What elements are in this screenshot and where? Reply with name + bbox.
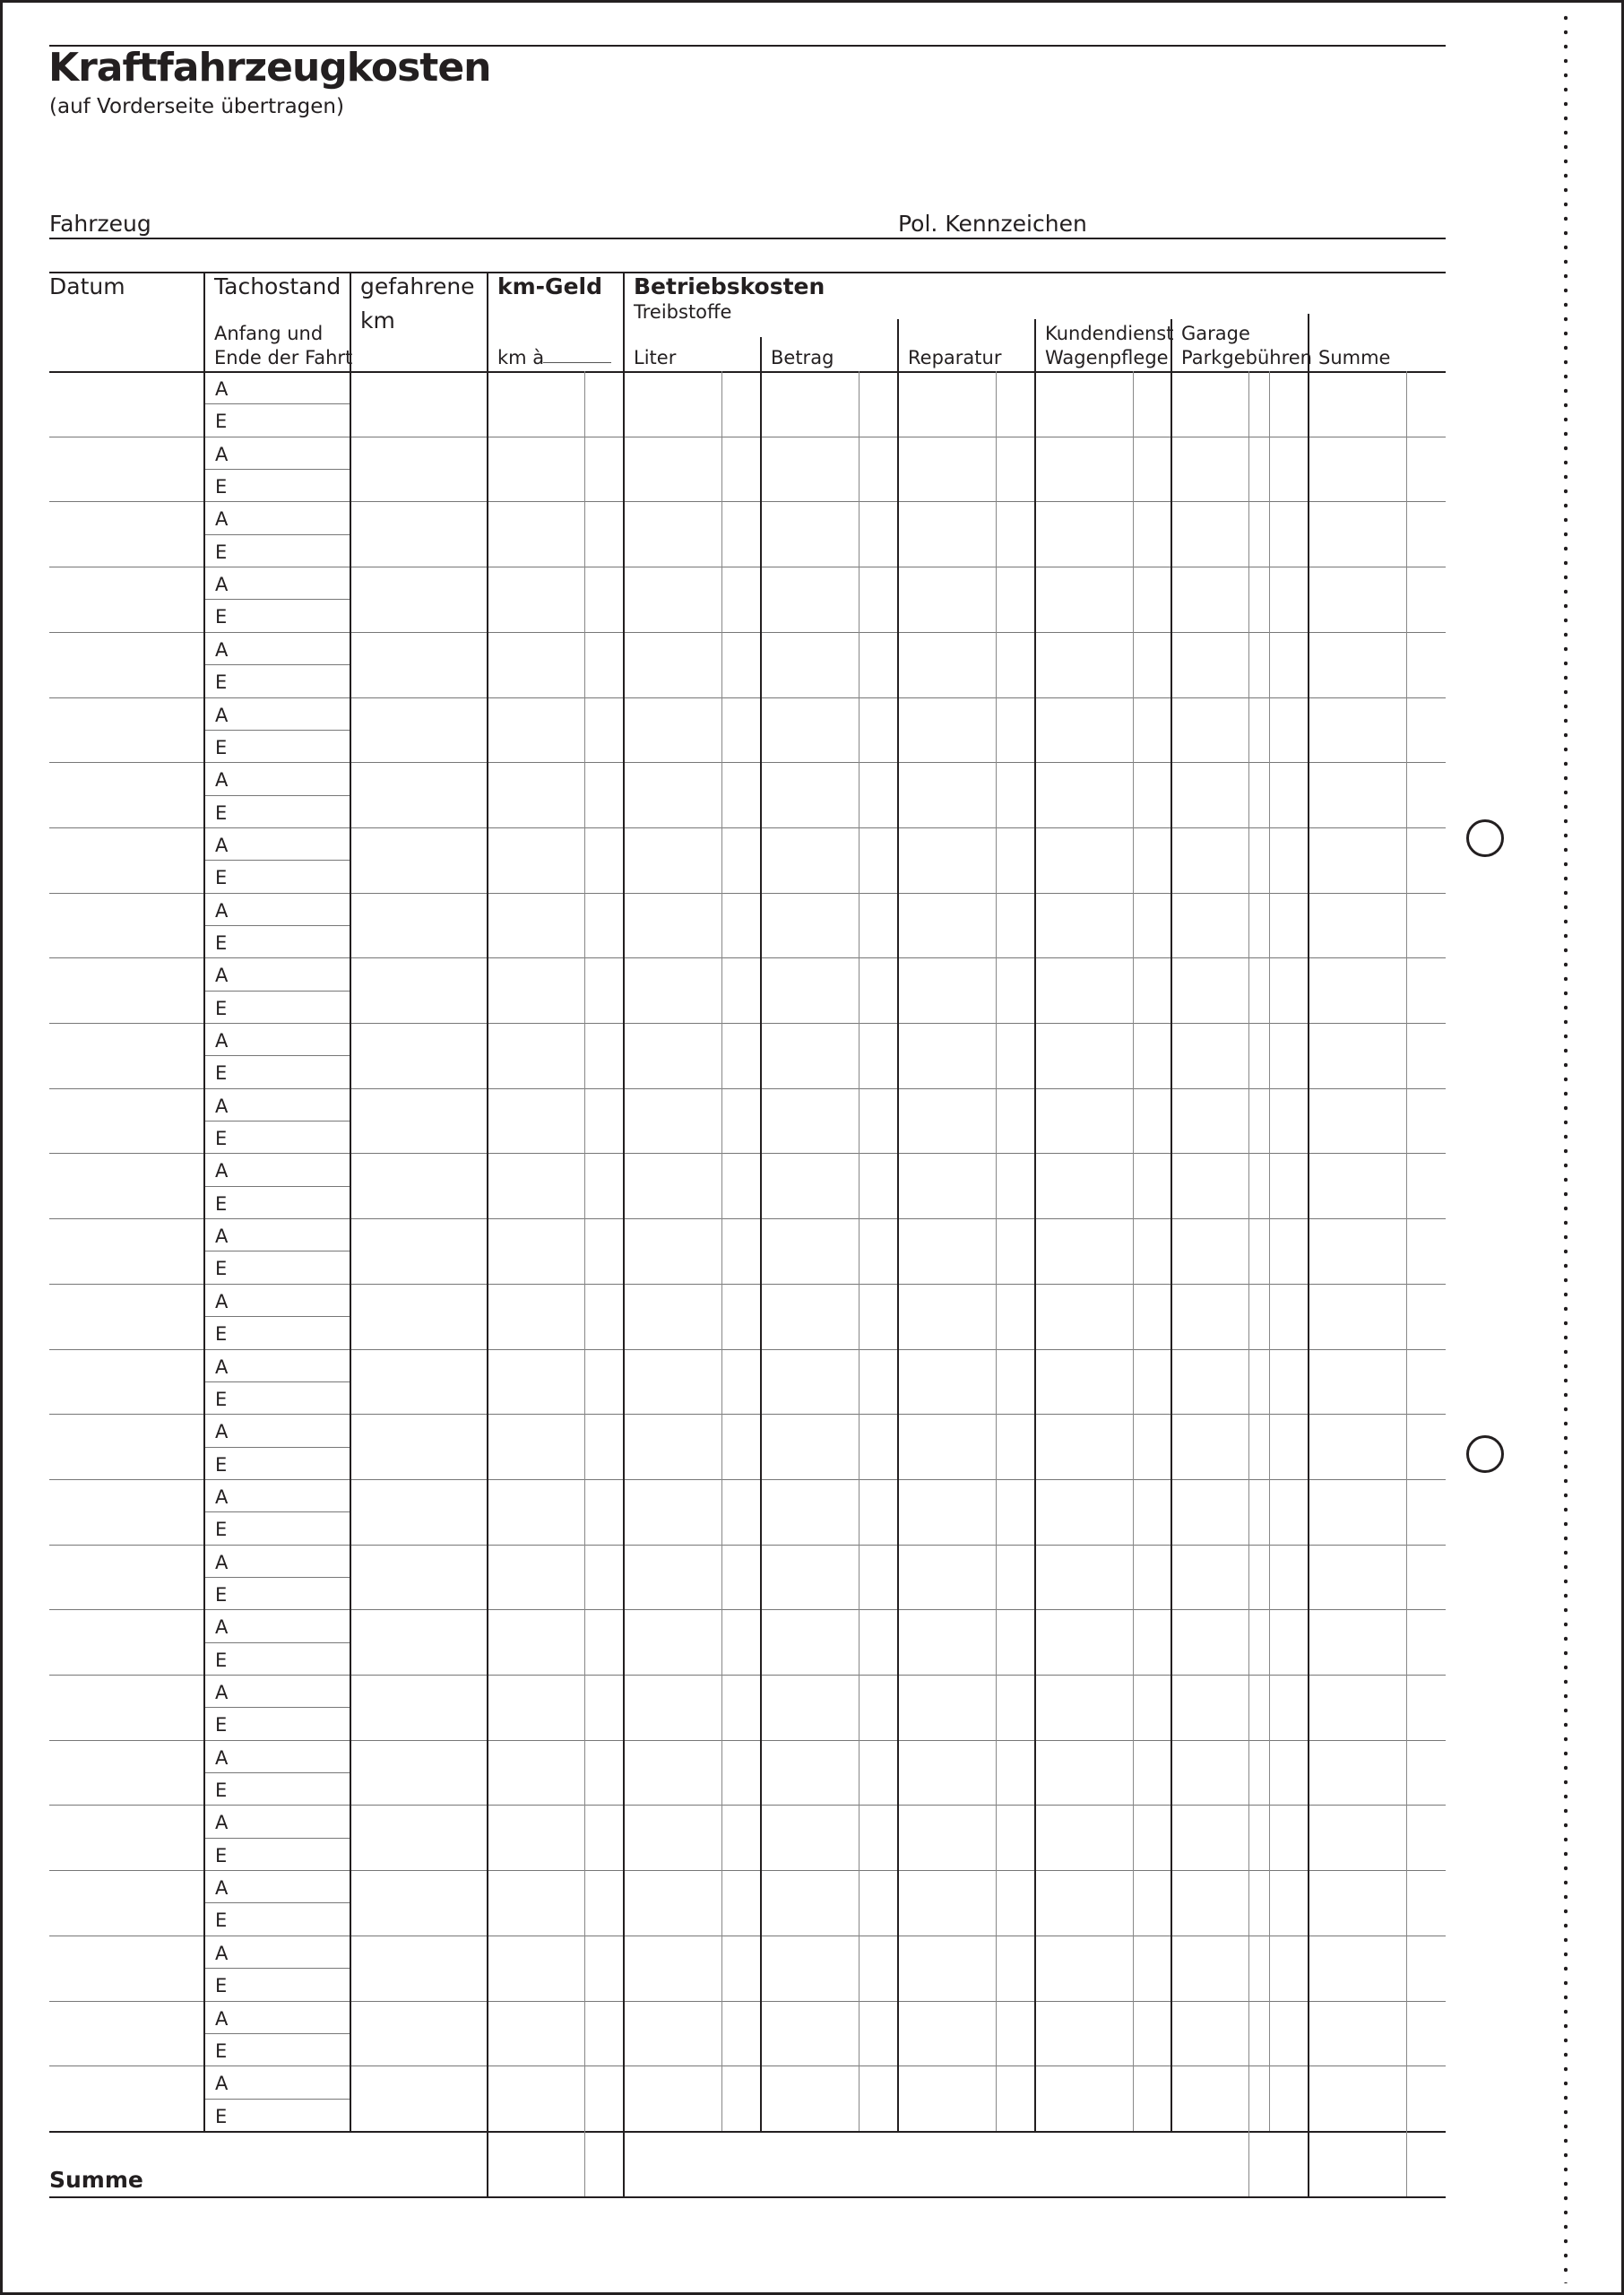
column-divider xyxy=(1170,371,1172,2131)
tacho-split-rule xyxy=(204,1838,350,1839)
start-label: A xyxy=(215,1812,229,1834)
tacho-split-rule xyxy=(204,1316,350,1317)
col-kundendienst-header: Kundendienst xyxy=(1045,323,1174,344)
table-row[interactable] xyxy=(49,1414,1446,1415)
start-label: A xyxy=(215,2073,229,2095)
table-row[interactable] xyxy=(49,2001,1446,2002)
start-label: A xyxy=(215,1551,229,1573)
end-label: E xyxy=(215,1062,228,1085)
table-row[interactable] xyxy=(49,1284,1446,1285)
col-reparatur-header: Reparatur xyxy=(908,347,1002,368)
table-row[interactable] xyxy=(49,827,1446,828)
form-title: Kraftfahrzeugkosten xyxy=(48,45,491,91)
end-label: E xyxy=(215,2040,228,2062)
col-betriebskosten-header: Betriebskosten xyxy=(634,273,825,299)
table-row[interactable] xyxy=(49,1218,1446,1219)
start-label: A xyxy=(215,1746,229,1769)
start-label: A xyxy=(215,508,229,531)
end-label: E xyxy=(215,1780,228,1802)
column-divider xyxy=(350,371,351,2131)
end-label: E xyxy=(215,541,228,563)
col-summe-header: Summe xyxy=(1318,347,1391,368)
start-label: A xyxy=(215,704,229,726)
tacho-split-rule xyxy=(204,925,350,926)
end-label: E xyxy=(215,671,228,694)
table-row[interactable] xyxy=(49,1153,1446,1154)
end-label: E xyxy=(215,1910,228,1932)
tacho-split-rule xyxy=(204,664,350,665)
table-row[interactable] xyxy=(49,1023,1446,1024)
tacho-split-rule xyxy=(204,1447,350,1448)
end-label: E xyxy=(215,2105,228,2127)
col-km-a-label: km à xyxy=(497,347,545,368)
cents-divider xyxy=(1406,371,1407,2196)
table-row[interactable] xyxy=(49,1545,1446,1546)
table-row[interactable] xyxy=(49,1675,1446,1676)
tacho-split-rule xyxy=(204,1055,350,1056)
col-wagenpflege-header: Wagenpflege xyxy=(1045,347,1169,368)
tacho-split-rule xyxy=(204,469,350,470)
tacho-split-rule xyxy=(204,2099,350,2100)
start-label: A xyxy=(215,899,229,922)
end-label: E xyxy=(215,1519,228,1541)
table-row[interactable] xyxy=(49,1609,1446,1610)
end-label: E xyxy=(215,931,228,954)
end-label: E xyxy=(215,1128,228,1150)
table-row[interactable] xyxy=(49,697,1446,698)
cents-divider xyxy=(1248,371,1249,2196)
cents-divider xyxy=(996,371,997,2131)
start-label: A xyxy=(215,1616,229,1639)
col-betrag-header: Betrag xyxy=(771,347,834,368)
tacho-split-rule xyxy=(204,1968,350,1969)
column-divider xyxy=(1034,371,1036,2131)
column-divider xyxy=(897,371,899,2131)
tacho-split-rule xyxy=(204,1577,350,1578)
end-label: E xyxy=(215,801,228,824)
start-label: A xyxy=(215,443,229,465)
start-label: A xyxy=(215,834,229,856)
table-row[interactable] xyxy=(49,893,1446,894)
start-label: A xyxy=(215,1355,229,1378)
tacho-split-rule xyxy=(204,1121,350,1122)
tacho-split-rule xyxy=(204,599,350,600)
perforation-line xyxy=(1564,11,1568,2283)
cents-divider xyxy=(584,371,585,2196)
table-row[interactable] xyxy=(49,1479,1446,1480)
start-label: A xyxy=(215,1485,229,1508)
punch-hole-bottom xyxy=(1466,1435,1504,1473)
start-label: A xyxy=(215,378,229,400)
header-bottom-rule xyxy=(49,371,1446,373)
col-tachostand-sub1: Anfang und xyxy=(214,323,324,344)
start-label: A xyxy=(215,1030,229,1052)
summe-row-label: Summe xyxy=(49,2167,143,2193)
tacho-split-rule xyxy=(204,2033,350,2034)
tacho-split-rule xyxy=(204,730,350,731)
start-label: A xyxy=(215,638,229,661)
tacho-split-rule xyxy=(204,1707,350,1708)
end-label: E xyxy=(215,1258,228,1280)
table-row[interactable] xyxy=(49,1088,1446,1089)
table-row[interactable] xyxy=(49,1740,1446,1741)
col-tachostand-header: Tachostand xyxy=(214,273,341,299)
end-label: E xyxy=(215,867,228,889)
tacho-split-rule xyxy=(204,1186,350,1187)
end-label: E xyxy=(215,411,228,433)
start-label: A xyxy=(215,1225,229,1248)
table-row[interactable] xyxy=(49,1349,1446,1350)
start-label: A xyxy=(215,965,229,987)
summe-bottom-rule xyxy=(49,2196,1446,2198)
start-label: A xyxy=(215,1290,229,1312)
cents-divider xyxy=(1133,371,1134,2131)
start-label: A xyxy=(215,1682,229,1703)
start-label: A xyxy=(215,1942,229,1964)
tacho-split-rule xyxy=(204,403,350,404)
start-label: A xyxy=(215,769,229,792)
header-divider-kundendienst xyxy=(1170,319,1172,371)
end-label: E xyxy=(215,606,228,628)
end-label: E xyxy=(215,736,228,758)
tacho-split-rule xyxy=(204,860,350,861)
start-label: A xyxy=(215,1160,229,1182)
cents-divider xyxy=(1269,371,1270,2131)
col-km-header: km xyxy=(360,307,395,333)
end-label: E xyxy=(215,1192,228,1215)
km-rate-blank[interactable] xyxy=(543,362,611,363)
end-label: E xyxy=(215,1323,228,1346)
end-label: E xyxy=(215,1453,228,1476)
end-label: E xyxy=(215,476,228,498)
column-divider xyxy=(203,371,205,2131)
column-divider xyxy=(487,371,488,2196)
tacho-split-rule xyxy=(204,1511,350,1512)
vehicle-field-line[interactable] xyxy=(49,238,1446,239)
column-divider xyxy=(623,371,625,2196)
entries-bottom-rule xyxy=(49,2131,1446,2133)
col-tachostand-sub2: Ende der Fahrt xyxy=(214,347,353,368)
table-row[interactable] xyxy=(49,1805,1446,1806)
punch-hole-top xyxy=(1466,819,1504,857)
col-gefahrene-header: gefahrene xyxy=(360,273,475,299)
header-divider-datum xyxy=(203,272,205,371)
header-divider-betrag xyxy=(897,319,899,371)
table-row[interactable] xyxy=(49,501,1446,502)
tacho-split-rule xyxy=(204,991,350,992)
col-parkgebuehren-header: Parkgebühren xyxy=(1181,347,1312,368)
header-divider-liter xyxy=(760,337,762,371)
plate-label: Pol. Kennzeichen xyxy=(898,211,1087,237)
end-label: E xyxy=(215,1975,228,1997)
end-label: E xyxy=(215,1583,228,1606)
start-label: A xyxy=(215,1095,229,1117)
col-datum-header: Datum xyxy=(49,273,125,299)
start-label: A xyxy=(215,574,229,596)
col-garage-header: Garage xyxy=(1181,323,1250,344)
end-label: E xyxy=(215,997,228,1019)
vehicle-label: Fahrzeug xyxy=(49,211,151,237)
col-liter-header: Liter xyxy=(634,347,677,368)
col-km-geld-header: km-Geld xyxy=(497,273,602,299)
cents-divider xyxy=(721,371,722,2131)
end-label: E xyxy=(215,1649,228,1671)
col-treibstoffe-header: Treibstoffe xyxy=(634,301,732,323)
end-label: E xyxy=(215,1388,228,1410)
table-row[interactable] xyxy=(49,957,1446,958)
form-subtitle: (auf Vorderseite übertragen) xyxy=(49,95,344,118)
table-row[interactable] xyxy=(49,1870,1446,1871)
start-label: A xyxy=(215,1421,229,1443)
header-divider-kmgeld xyxy=(623,272,625,371)
tacho-split-rule xyxy=(204,1772,350,1773)
table-row[interactable] xyxy=(49,762,1446,763)
tacho-split-rule xyxy=(204,1642,350,1643)
cents-divider xyxy=(859,371,860,2131)
start-label: A xyxy=(215,1877,229,1900)
end-label: E xyxy=(215,1714,228,1736)
column-divider xyxy=(1308,371,1309,2196)
tacho-split-rule xyxy=(204,1381,350,1382)
tacho-split-rule xyxy=(204,534,350,535)
start-label: A xyxy=(215,2007,229,2030)
header-divider-garage xyxy=(1308,314,1309,371)
end-label: E xyxy=(215,1844,228,1866)
header-divider-tacho xyxy=(350,272,351,371)
column-divider xyxy=(760,371,762,2131)
header-divider-reparatur xyxy=(1034,319,1036,371)
tacho-split-rule xyxy=(204,1902,350,1903)
top-rule xyxy=(49,45,1446,47)
header-divider-km xyxy=(487,272,488,371)
table-row[interactable] xyxy=(49,632,1446,633)
tacho-split-rule xyxy=(204,795,350,796)
